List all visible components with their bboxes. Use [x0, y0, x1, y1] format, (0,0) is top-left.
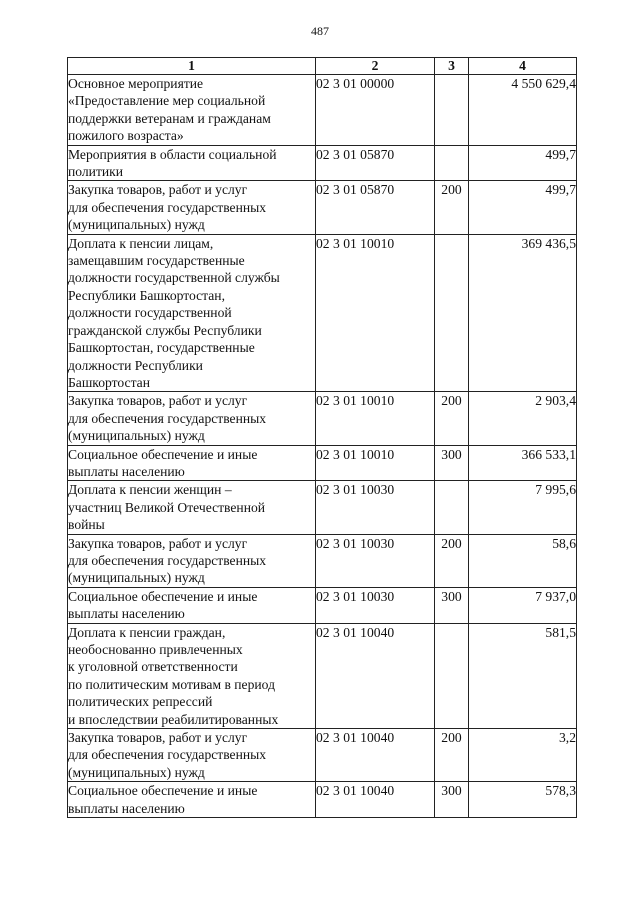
- row-name-line: должности государственной службы: [68, 270, 280, 286]
- table-row: [68, 481, 577, 534]
- row-name-line: Закупка товаров, работ и услуг: [68, 730, 248, 746]
- row-name-cell: [68, 75, 316, 146]
- row-name-line: (муниципальных) нужд: [68, 764, 205, 780]
- table-body: [68, 75, 577, 818]
- row-name-line: Закупка товаров, работ и услуг: [68, 182, 248, 198]
- row-name-cell: [68, 145, 316, 181]
- row-amount-cell: 578,3: [469, 782, 577, 818]
- row-code-cell: 02 3 01 10010: [316, 445, 435, 481]
- row-expense-type-cell: [435, 623, 469, 728]
- row-amount-cell: 3,2: [469, 729, 577, 782]
- row-expense-type-cell: [435, 234, 469, 392]
- row-name-line: для обеспечения государственных: [68, 552, 267, 568]
- row-code-cell: 02 3 01 10010: [316, 392, 435, 445]
- row-expense-type-cell: [435, 481, 469, 534]
- row-name-cell: [68, 181, 316, 234]
- row-name-line: «Предоставление мер социальной: [68, 93, 266, 109]
- row-expense-type-cell: 200: [435, 392, 469, 445]
- row-name-cell: [68, 392, 316, 445]
- table-row: [68, 75, 577, 146]
- row-amount-cell: 7 937,0: [469, 587, 577, 623]
- row-code-cell: 02 3 01 10040: [316, 623, 435, 728]
- row-name-line: (муниципальных) нужд: [68, 570, 205, 586]
- row-code-cell: 02 3 01 00000: [316, 75, 435, 146]
- row-name-cell: [68, 534, 316, 587]
- table-row: [68, 534, 577, 587]
- row-name-cell: [68, 587, 316, 623]
- row-name-line: выплаты населению: [68, 606, 185, 622]
- row-name-line: выплаты населению: [68, 463, 185, 479]
- row-name-line: по политическим мотивам в период: [68, 676, 275, 692]
- row-expense-type-cell: [435, 145, 469, 181]
- row-name-line: Социальное обеспечение и иные: [68, 783, 258, 799]
- row-code-cell: 02 3 01 05870: [316, 181, 435, 234]
- row-name-line: участниц Великой Отечественной: [68, 499, 266, 515]
- table-header-row: [68, 58, 577, 75]
- table-row: [68, 729, 577, 782]
- row-expense-type-cell: 300: [435, 782, 469, 818]
- table-row: [68, 445, 577, 481]
- row-name-line: Социальное обеспечение и иные: [68, 588, 258, 604]
- row-name-line: Основное мероприятие: [68, 76, 204, 91]
- row-code-cell: 02 3 01 10030: [316, 481, 435, 534]
- budget-table: [67, 57, 577, 818]
- row-code-cell: 02 3 01 10030: [316, 534, 435, 587]
- row-name-cell: [68, 623, 316, 728]
- row-expense-type-cell: 200: [435, 181, 469, 234]
- row-name-cell: [68, 782, 316, 818]
- row-name-line: выплаты населению: [68, 800, 185, 816]
- row-name-line: Республики Башкортостан,: [68, 287, 225, 303]
- row-name-line: пожилого возраста»: [68, 128, 184, 144]
- table-row: [68, 145, 577, 181]
- row-amount-cell: 581,5: [469, 623, 577, 728]
- row-name-line: к уголовной ответственности: [68, 659, 238, 675]
- table-row: [68, 782, 577, 818]
- row-name-line: Закупка товаров, работ и услуг: [68, 535, 248, 551]
- row-amount-cell: 4 550 629,4: [469, 75, 577, 146]
- row-name-line: должности государственной: [68, 305, 232, 321]
- row-name-line: Доплата к пенсии лицам,: [68, 235, 214, 251]
- row-amount-cell: 58,6: [469, 534, 577, 587]
- row-name-line: Доплата к пенсии граждан,: [68, 624, 226, 640]
- row-name-line: (муниципальных) нужд: [68, 217, 205, 233]
- row-amount-cell: 369 436,5: [469, 234, 577, 392]
- row-expense-type-cell: [435, 75, 469, 146]
- table-row: [68, 623, 577, 728]
- row-name-cell: [68, 234, 316, 392]
- row-name-line: должности Республики: [68, 357, 203, 373]
- row-expense-type-cell: 300: [435, 587, 469, 623]
- row-name-line: и впоследствии реабилитированных: [68, 711, 279, 727]
- row-amount-cell: 2 903,4: [469, 392, 577, 445]
- column-header-1: 1: [68, 58, 316, 75]
- row-name-line: войны: [68, 517, 105, 533]
- row-code-cell: 02 3 01 10040: [316, 782, 435, 818]
- row-name-cell: [68, 445, 316, 481]
- row-expense-type-cell: 300: [435, 445, 469, 481]
- column-header-2: 2: [316, 58, 435, 75]
- row-name-line: Башкортостан, государственные: [68, 340, 255, 356]
- row-name-line: для обеспечения государственных: [68, 199, 267, 215]
- row-expense-type-cell: 200: [435, 534, 469, 587]
- row-name-line: политики: [68, 164, 124, 180]
- row-name-line: Закупка товаров, работ и услуг: [68, 393, 248, 409]
- row-expense-type-cell: 200: [435, 729, 469, 782]
- row-name-line: Доплата к пенсии женщин –: [68, 482, 232, 498]
- row-code-cell: 02 3 01 10030: [316, 587, 435, 623]
- column-header-3: 3: [435, 58, 469, 75]
- row-name-line: для обеспечения государственных: [68, 747, 267, 763]
- row-name-line: Социальное обеспечение и иные: [68, 446, 258, 462]
- row-name-cell: [68, 729, 316, 782]
- row-name-line: (муниципальных) нужд: [68, 428, 205, 444]
- row-name-cell: [68, 481, 316, 534]
- row-name-line: замещавшим государственные: [68, 253, 245, 269]
- row-code-cell: 02 3 01 10040: [316, 729, 435, 782]
- table-row: [68, 587, 577, 623]
- row-name-line: необоснованно привлеченных: [68, 642, 243, 657]
- row-amount-cell: 499,7: [469, 145, 577, 181]
- table-row: [68, 234, 577, 392]
- row-amount-cell: 366 533,1: [469, 445, 577, 481]
- row-code-cell: 02 3 01 05870: [316, 145, 435, 181]
- table-row: [68, 181, 577, 234]
- row-code-cell: 02 3 01 10010: [316, 234, 435, 392]
- row-amount-cell: 499,7: [469, 181, 577, 234]
- row-name-line: для обеспечения государственных: [68, 410, 267, 426]
- row-name-line: поддержки ветеранам и гражданам: [68, 110, 271, 126]
- row-amount-cell: 7 995,6: [469, 481, 577, 534]
- row-name-line: политических репрессий: [68, 694, 213, 710]
- row-name-line: Мероприятия в области социальной: [68, 146, 277, 162]
- row-name-line: Башкортостан: [68, 374, 150, 390]
- table-row: [68, 392, 577, 445]
- page-number: 487: [311, 24, 329, 38]
- column-header-4: 4: [469, 58, 577, 75]
- row-name-line: гражданской службы Республики: [68, 322, 262, 338]
